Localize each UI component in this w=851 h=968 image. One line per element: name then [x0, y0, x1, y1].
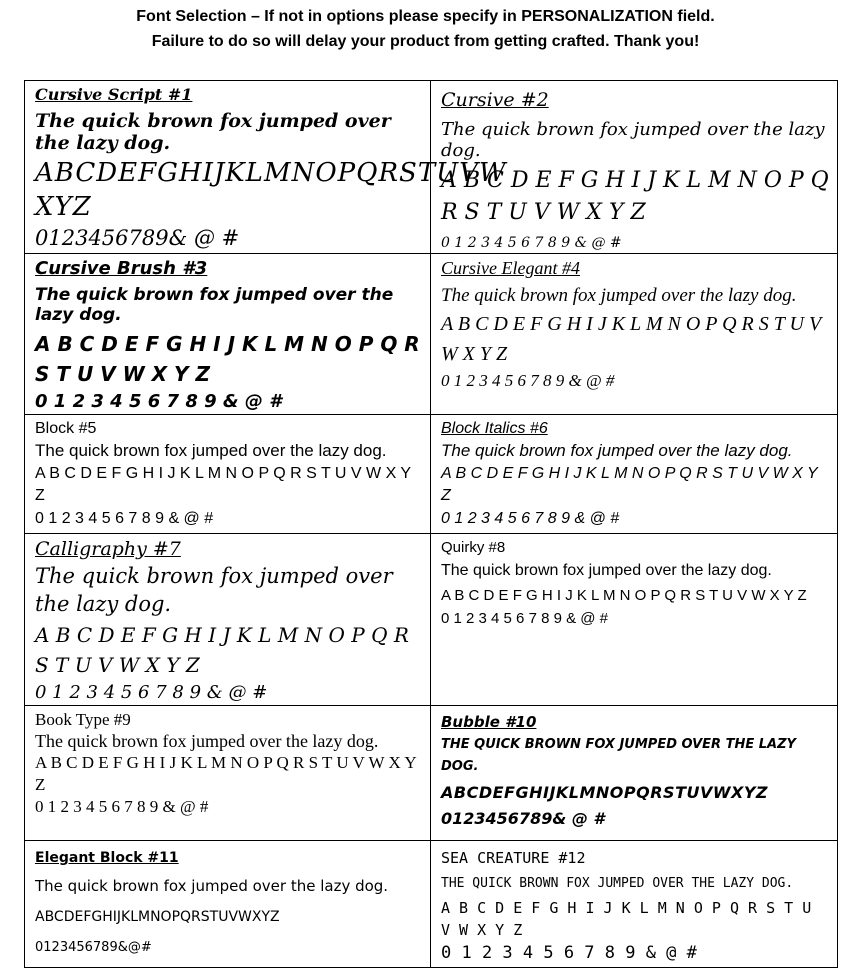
font-sample-letters: A B C D E F G H I J K L M N O P Q R S T U V W X Y Z — [441, 313, 821, 365]
table-row — [25, 706, 838, 841]
table-row — [25, 81, 838, 254]
font-cell-sea-creature-12 — [431, 841, 838, 968]
font-cell-cursive-elegant-4 — [431, 254, 838, 415]
font-title: SEA CREATURE #12 — [441, 849, 586, 867]
font-sample-sentence: The quick brown fox jumped over the lazy dog. — [35, 731, 379, 751]
font-sample-sentence: The quick brown fox jumped over the lazy dog. — [35, 110, 391, 154]
font-sample-letters: A B C D E F G H I J K L M N O P Q R S T U V W X Y Z — [35, 623, 409, 677]
font-sample-letters: ABCDEFGHIJKLMNOPQRSTUVW XYZ — [35, 158, 507, 222]
font-sample-digits: 0 1 2 3 4 5 6 7 8 9 & @ # — [441, 510, 620, 527]
font-sample-sentence: THE QUICK BROWN FOX JUMPED OVER THE LAZY DOG. — [441, 876, 794, 891]
font-sample-letters: A B C D E F G H I J K L M N O P Q R S T U V W X Y Z — [441, 465, 818, 504]
table-row — [25, 841, 838, 968]
header-line-2: Failure to do so will delay your product from getting crafted. Thank you! — [151, 33, 700, 50]
font-sample-digits: 0123456789&@# — [35, 940, 152, 955]
table-row — [25, 534, 838, 706]
font-sample-digits: 0 1 2 3 4 5 6 7 8 9 & @ # — [35, 797, 209, 816]
table-row — [25, 415, 838, 534]
font-sample-sentence: The quick brown fox jumped over the lazy dog. — [441, 562, 772, 579]
font-sample-sentence: The quick brown fox jumped over the lazy dog. — [35, 285, 394, 325]
font-sample-digits: 0 1 2 3 4 5 6 7 8 9 & @ # — [35, 682, 268, 703]
font-sample-sentence: The quick brown fox jumped over the lazy dog. — [35, 877, 389, 895]
font-sample-letters: A B C D E F G H I J K L M N O P Q R S T U V W X Y Z — [441, 168, 829, 225]
font-title: Quirky #8 — [441, 539, 506, 556]
font-sample-letters: ABCDEFGHIJKLMNOPQRSTUVWXYZ — [35, 909, 280, 925]
font-sample-digits: 0 1 2 3 4 5 6 7 8 9 & @ # — [441, 943, 697, 963]
font-selection-table — [24, 80, 838, 968]
font-cell-calligraphy-7 — [25, 534, 431, 706]
font-title: Cursive Brush #3 — [35, 258, 208, 279]
font-title: Block Italics #6 — [441, 420, 548, 437]
font-sample-sentence: The quick brown fox jumped over the lazy dog. — [441, 285, 797, 306]
table-row — [25, 254, 838, 415]
font-sample-sentence: The quick brown fox jumped over the lazy dog. — [441, 441, 793, 460]
font-sample-letters: ABCDEFGHIJKLMNOPQRSTUVWXYZ — [441, 783, 769, 802]
font-title: Cursive Elegant #4 — [441, 258, 580, 278]
font-title: Calligraphy #7 — [35, 538, 181, 560]
font-sample-sentence: The quick brown fox jumped over the lazy dog. — [441, 119, 825, 161]
font-cell-cursive-brush-3 — [25, 254, 431, 415]
font-sample-letters: A B C D E F G H I J K L M N O P Q R S T U V W X Y Z — [35, 753, 416, 794]
font-cell-block-5 — [25, 415, 431, 534]
font-sample-digits: 0 1 2 3 4 5 6 7 8 9 & @ # — [35, 391, 282, 412]
font-title: Cursive #2 — [441, 89, 549, 111]
font-sample-digits: 0123456789& @ # — [441, 809, 605, 828]
font-sample-sentence: The quick brown fox jumped over the lazy dog. — [35, 564, 393, 616]
font-cell-book-type-9 — [25, 706, 431, 841]
font-sample-letters: A B C D E F G H I J K L M N O P Q R S T U V W X Y Z — [441, 587, 807, 604]
header-line-1: Font Selection – If not in options please specify in PERSONALIZATION field. — [136, 8, 715, 25]
font-sample-digits: 0 1 2 3 4 5 6 7 8 9 & @ # — [441, 235, 622, 251]
font-sample-sentence: The quick brown fox jumped over the lazy dog. — [35, 441, 387, 460]
font-sample-digits: 0 1 2 3 4 5 6 7 8 9 & @ # — [441, 371, 615, 390]
page-header — [0, 4, 851, 54]
font-title: Bubble #10 — [441, 713, 537, 731]
font-sample-sentence: THE QUICK BROWN FOX JUMPED OVER THE LAZY DOG. — [441, 737, 796, 774]
font-title: Book Type #9 — [35, 710, 131, 729]
font-cell-cursive-2 — [431, 81, 838, 254]
font-sample-digits: 0 1 2 3 4 5 6 7 8 9 & @ # — [35, 510, 214, 527]
font-sample-letters: A B C D E F G H I J K L M N O P Q R S T U V W X Y Z — [35, 332, 420, 386]
font-cell-block-italics-6 — [431, 415, 838, 534]
font-sample-letters: A B C D E F G H I J K L M N O P Q R S T U V W X Y Z — [441, 899, 812, 939]
font-title: Cursive Script #1 — [35, 85, 193, 104]
font-cell-bubble-10 — [431, 706, 838, 841]
font-title: Elegant Block #11 — [35, 850, 179, 866]
font-sample-letters: A B C D E F G H I J K L M N O P Q R S T U V W X Y Z — [35, 465, 411, 504]
font-title: Block #5 — [35, 420, 97, 437]
font-sample-digits: 0 1 2 3 4 5 6 7 8 9 & @ # — [441, 610, 609, 627]
font-cell-elegant-block-11 — [25, 841, 431, 968]
font-cell-quirky-8 — [431, 534, 838, 706]
font-sample-digits: 0123456789& @ # — [35, 226, 240, 250]
